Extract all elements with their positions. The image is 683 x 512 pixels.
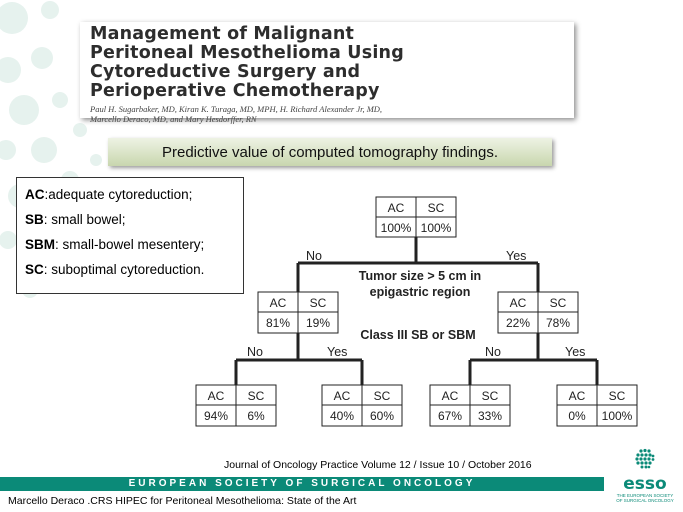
branch-label-yes: Yes: [506, 249, 527, 263]
legend-abbr: SC: [25, 262, 44, 277]
esso-logo-word: esso: [623, 474, 667, 494]
branch-label-no: No: [485, 345, 501, 359]
legend-abbr: SBM: [25, 237, 55, 252]
branch-label-no: No: [306, 249, 322, 263]
node-sc-value: 19%: [305, 316, 331, 330]
node-header-sc: SC: [373, 389, 391, 403]
node-ac-value: 100%: [380, 221, 412, 235]
node-header-sc: SC: [549, 296, 567, 310]
node-sc-value: 100%: [420, 221, 452, 235]
node-ac-value: 22%: [505, 316, 531, 330]
legend-text: adequate cytoreduction;: [48, 187, 193, 202]
node-header-sc: SC: [608, 389, 626, 403]
node-header-ac: AC: [387, 201, 405, 215]
node-ac-value: 40%: [329, 409, 355, 423]
tree-node-level1-right: [498, 292, 578, 333]
tree-leaf: [196, 385, 276, 426]
tree-node-root: [376, 197, 456, 237]
node-header-sc: SC: [309, 296, 327, 310]
legend-text: suboptimal cytoreduction.: [51, 262, 205, 277]
node-header-sc: SC: [481, 389, 499, 403]
node-header-ac: AC: [207, 389, 225, 403]
node-ac-value: 0%: [568, 409, 586, 423]
tree-leaf: [322, 385, 402, 426]
node-ac-value: 81%: [265, 316, 291, 330]
legend-abbr: AC: [25, 187, 45, 202]
footer-text: Marcello Deraco .CRS HIPEC for Peritoneal Mesothelioma: State of the Art: [8, 495, 357, 507]
node-header-sc: SC: [247, 389, 265, 403]
node-sc-value: 6%: [247, 409, 265, 423]
branch-label-yes: Yes: [565, 345, 586, 359]
split-label-class-iii: Class III SB or SBM: [360, 328, 476, 342]
tree-leaf: [430, 385, 510, 426]
legend-sep: :: [55, 237, 63, 252]
legend-text: small bowel;: [51, 212, 126, 227]
legend-abbr: SB: [25, 212, 44, 227]
esso-logo-subtitle: THE EUROPEAN SOCIETY OF SURGICAL ONCOLOGY: [616, 493, 674, 503]
esso-logo: [614, 448, 676, 508]
branch-label-no: No: [247, 345, 263, 359]
node-header-ac: AC: [333, 389, 351, 403]
node-sc-value: 100%: [601, 409, 633, 423]
paper-authors: Paul H. Sugarbaker, MD, Kiran K. Turaga, MD, MPH, H. Richard Alexander Jr, MD, Marcello Deraco, MD, and Mary Hesdorffer, RN: [90, 104, 383, 124]
tree-node-level1-left: [258, 292, 338, 333]
paper-title: Management of Malignant Peritoneal Mesothelioma Using Cytoreductive Surgery and Perioperative Chemotherapy: [90, 24, 404, 101]
tree-leaf: [557, 385, 637, 426]
split-label-line2: epigastric region: [369, 285, 471, 299]
node-header-ac: AC: [441, 389, 459, 403]
node-ac-value: 94%: [203, 409, 229, 423]
society-band: EUROPEAN SOCIETY OF SURGICAL ONCOLOGY: [0, 477, 604, 491]
node-header-ac: AC: [568, 389, 586, 403]
legend-sep: :: [43, 262, 52, 277]
legend-sep: :: [43, 212, 52, 227]
node-sc-value: 78%: [545, 316, 571, 330]
branch-label-yes: Yes: [327, 345, 348, 359]
legend-text: small-bowel mesentery;: [62, 237, 205, 252]
node-sc-value: 33%: [477, 409, 503, 423]
node-header-ac: AC: [269, 296, 287, 310]
slide-caption: Predictive value of computed tomography findings.: [108, 138, 552, 166]
legend-sep: :: [44, 187, 49, 202]
split-label-line1: Tumor size > 5 cm in: [358, 269, 482, 283]
journal-citation: Journal of Oncology Practice Volume 12 / Issue 10 / October 2016: [224, 459, 532, 471]
esso-globe-icon: [632, 448, 658, 470]
node-sc-value: 60%: [369, 409, 395, 423]
node-header-ac: AC: [509, 296, 527, 310]
node-ac-value: 67%: [437, 409, 463, 423]
node-header-sc: SC: [427, 201, 445, 215]
